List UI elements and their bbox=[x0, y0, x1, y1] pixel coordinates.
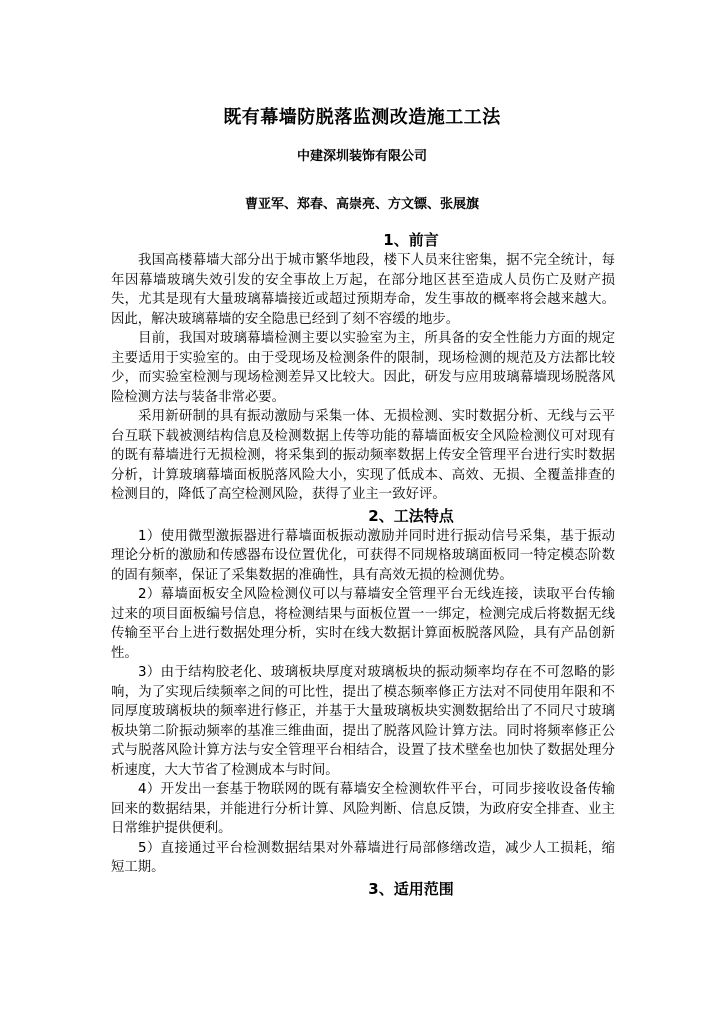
company-name: 中建深圳装饰有限公司 bbox=[296, 149, 427, 164]
document-title: 既有幕墙防脱落监测改造施工工法 bbox=[223, 107, 501, 128]
paragraph: 4）开发出一套基于物联网的既有幕墙安全检测软件平台，可同步接收设备传输回来的数据结果，并能进行分析计算、风险判断、信息反馈，为政府安全排查、业主日常维护提供便利。 bbox=[111, 782, 615, 836]
section-heading-scope: 3、适用范围 bbox=[368, 879, 454, 898]
section-heading-preface: 1、前言 bbox=[383, 231, 439, 249]
author-list: 曹亚军、郑春、高崇亮、方文镖、张展旗 bbox=[244, 197, 479, 212]
paragraph: 我国高楼幕墙大部分出于城市繁华地段，楼下人员来往密集，据不完全统计，每年因幕墙玻璃失效引发的安全事故上万起，在部分地区甚至造成人员伤亡及财产损失，尤其是现有大量玻璃幕墙接近或超过预期寿命，发生事故的概率将会越来越大。因此，解决玻璃幕墙的安全隐患已经到了刻不容缓的地步。 bbox=[111, 253, 615, 327]
paragraph: 2）幕墙面板安全风险检测仪可以与幕墙安全管理平台无线连接，读取平台传输过来的项目面板编号信息，将检测结果与面板位置一一绑定，检测完成后将数据无线传输至平台上进行数据处理分析，实时在线大数据计算面板脱落风险，具有产品创新性。 bbox=[111, 587, 615, 661]
paragraph: 目前，我国对玻璃幕墙检测主要以实验室为主，所具备的安全性能力方面的规定主要适用于实验室的。由于受现场及检测条件的限制，现场检测的规范及方法都比较少，而实验室检测与现场检测差异又比较大。因此，研发与应用玻璃幕墙现场脱落风险检测方法与装备非常必要。 bbox=[111, 331, 615, 405]
paragraph: 3）由于结构胶老化、玻璃板块厚度对玻璃板块的振动频率均存在不可忽略的影响，为了实现后续频率之间的可比性，提出了模态频率修正方法对不同使用年限和不同厚度玻璃板块的频率进行修正，并基于大量玻璃板块实测数据给出了不同尺寸玻璃板块第二阶振动频率的基准三维曲面，提出了脱落风险计算方法。同时将频率修正公式与脱落风险计算方法与安全管理平台相结合，设置了技术壁垒也加快了数据处理分析速度，大大节省了检测成本与时间。 bbox=[111, 665, 615, 778]
section-heading-features: 2、工法特点 bbox=[368, 506, 454, 525]
paragraph: 5）直接通过平台检测数据结果对外幕墙进行局部修缮改造，减少人工损耗，缩短工期。 bbox=[111, 840, 615, 875]
paragraph: 1）使用微型激振器进行幕墙面板振动激励并同时进行振动信号采集，基于振动理论分析的激励和传感器布设位置优化，可获得不同规格玻璃面板同一特定模态阶数的固有频率，保证了采集数据的准确性，具有高效无损的检测优势。 bbox=[111, 528, 615, 583]
paragraph: 采用新研制的具有振动激励与采集一体、无损检测、实时数据分析、无线与云平台互联下载被测结构信息及检测数据上传等功能的幕墙面板安全风险检测仪可对现有的既有幕墙进行无损检测，将采集到的振动频率数据上传安全管理平台进行实时数据分析，计算玻璃幕墙面板脱落风险大小，实现了低成本、高效、无损、全覆盖排查的检测目的，降低了高空检测风险，获得了业主一致好评。 bbox=[111, 409, 615, 502]
document-body bbox=[111, 229, 615, 900]
